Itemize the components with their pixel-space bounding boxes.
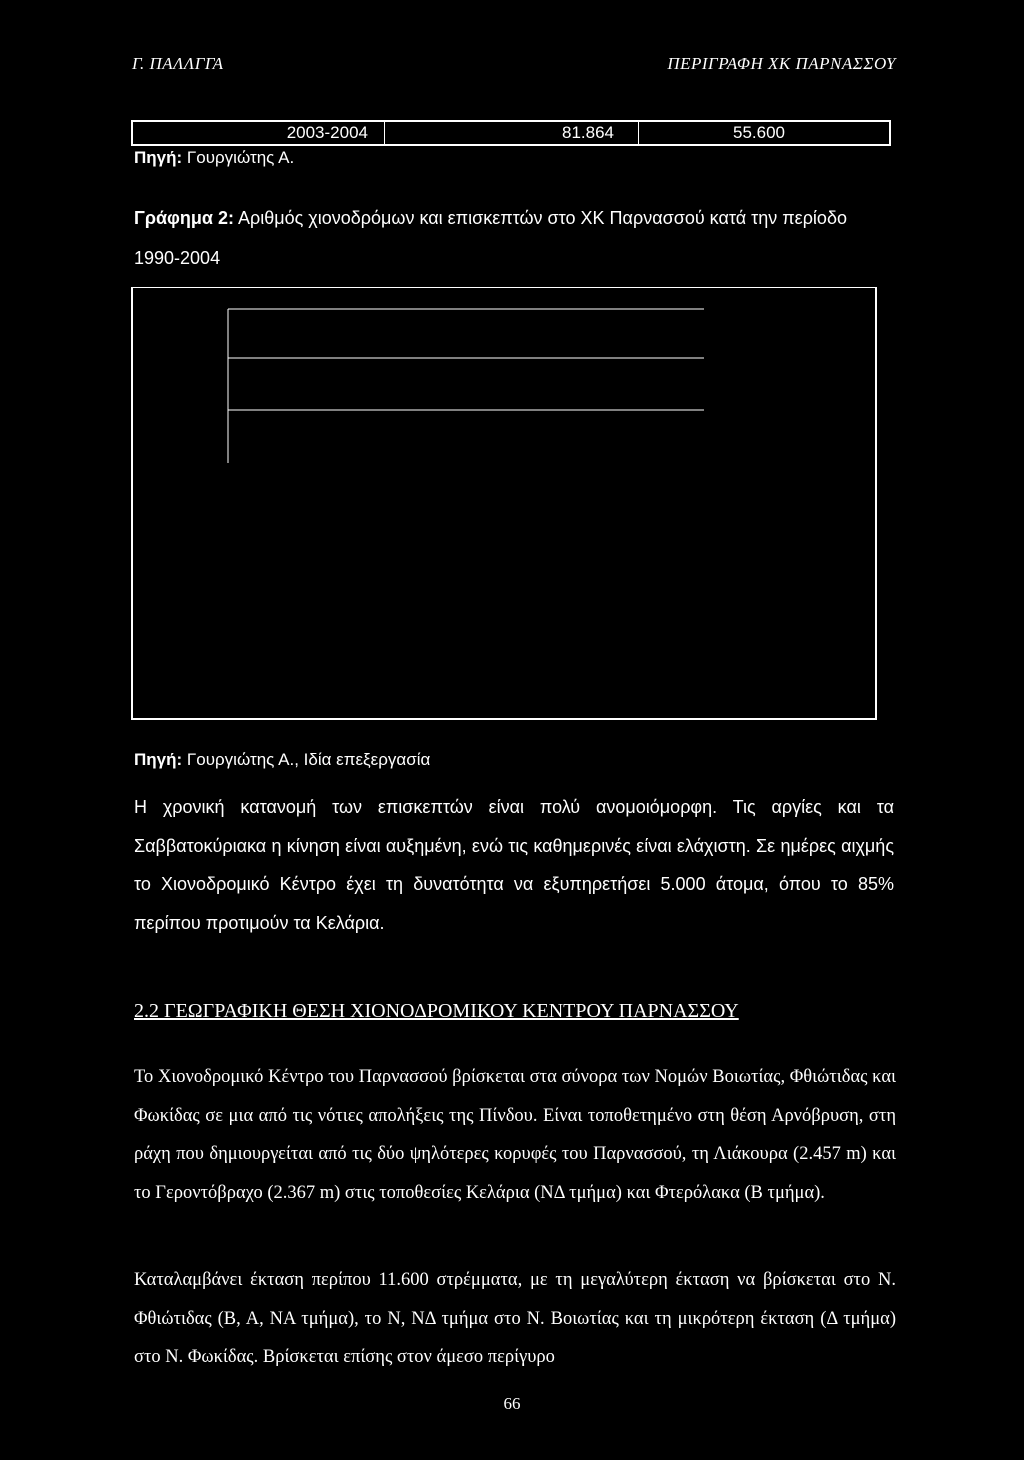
paragraph-area: Καταλαμβάνει έκταση περίπου 11.600 στρέμματα, με τη μεγαλύτερη έκταση να βρίσκεται στο Ν. Φθιώτιδας (Β, Α, ΝΑ τμήμα), το Ν, ΝΔ τμήμα στο Ν. Βοιωτίας και τη μικρότερη έκταση (Δ τμήμα) στο Ν. Φωκίδας. Βρίσκεται επίσης στον άμεσο περίγυρο [134, 1270, 896, 1368]
paragraph-location: Το Χιονοδρομικό Κέντρο του Παρνασσού βρίσκεται στα σύνορα των Νομών Βοιωτίας, Φθιώτιδας και Φωκίδας σε μια από τις νότιες απολήξεις της Πίνδου. Είναι τοποθετημένο στη θέση Αρνόβρυση, στη ράχη που δημιουργείται από τις δύο ψηλότερες κορυφές του Παρνασσού, τη Λιάκουρα (2.457 m) και το Γεροντόβραχο (2.367 m) στις τοποθεσίες Κελάρια (ΝΔ τμήμα) και Φτερόλακα (Β τμήμα). [134, 1067, 896, 1203]
table-cell-period: 2003-2004 [133, 122, 385, 144]
source-text: Γουργιώτης Α. [182, 148, 295, 167]
data-table-row [131, 120, 891, 146]
paragraph-visitor-distribution: Η χρονική κατανομή των επισκεπτών είναι πολύ ανομοιόμορφη. Τις αργίες και τα Σαββατοκύριακα η κίνηση είναι αυξημένη, ενώ τις καθημερινές είναι ελάχιστη. Σε ημέρες αιχμής το Χιονοδρομικό Κέντρο έχει τη δυνατότητα να εξυπηρετήσει 5.000 άτομα, όπου το 85% περίπου προτιμούν τα Κελάρια. [134, 797, 894, 933]
figure-caption [134, 198, 896, 278]
running-header-author: Γ. ΠΑΛΛΓΓΑ [132, 54, 224, 73]
chart-remnant-lines [131, 287, 877, 719]
figure-source [134, 750, 430, 770]
figure-caption-text: Αριθμός χιονοδρόμων και επισκεπτών στο ΧΚ Παρνασσού κατά την περίοδο 1990-2004 [134, 208, 847, 268]
table-source [134, 148, 294, 168]
source-text: Γουργιώτης Α., Ιδία επεξεργασία [182, 750, 431, 769]
source-label: Πηγή: [134, 148, 183, 167]
section-heading: 2.2 ΓΕΩΓΡΑΦΙΚΗ ΘΕΣΗ ΧΙΟΝΟΔΡΟΜΙΚΟΥ ΚΕΝΤΡΟΥ ΠΑΡΝΑΣΣΟΥ [134, 1000, 739, 1022]
table-cell-skiers: 81.864 [385, 122, 639, 144]
running-header-title: ΠΕΡΙΓΡΑΦΗ ΧΚ ΠΑΡΝΑΣΣΟΥ [667, 54, 896, 73]
figure-label: Γράφημα 2: [134, 208, 234, 228]
page-number: 66 [503, 1394, 521, 1413]
chart-frame [131, 287, 877, 720]
source-label: Πηγή: [134, 750, 183, 769]
table-cell-visitors: 55.600 [733, 123, 785, 142]
